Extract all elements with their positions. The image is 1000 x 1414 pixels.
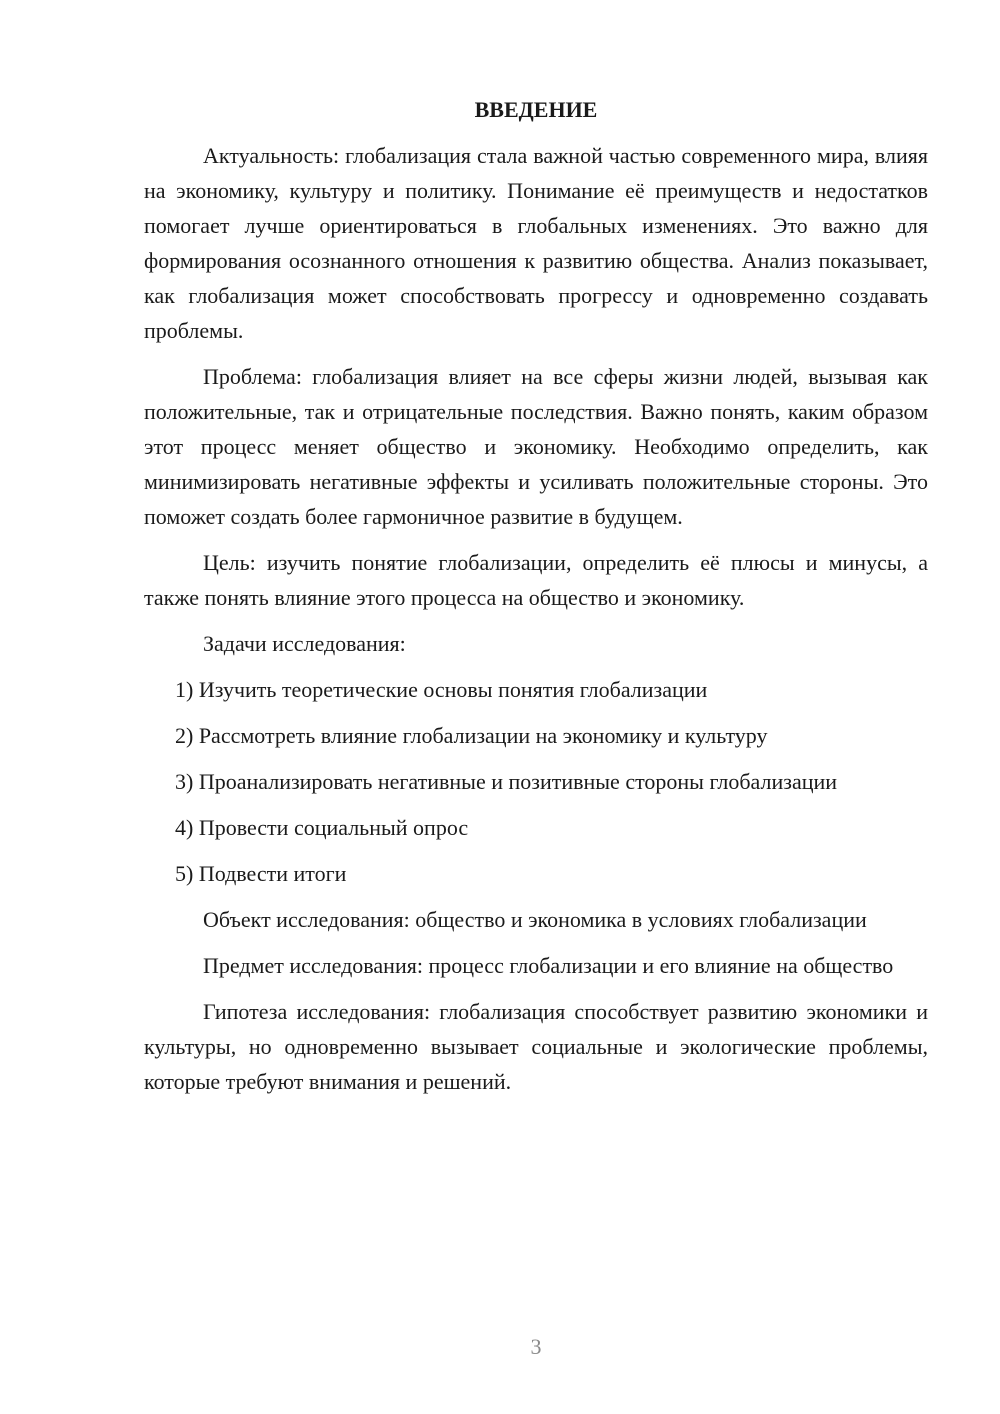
task-item-2: 2) Рассмотреть влияние глобализации на экономику и культуру — [175, 723, 768, 748]
subject-paragraph: Предмет исследования: процесс глобализации и его влияние на общество — [203, 953, 894, 978]
task-item-5: 5) Подвести итоги — [175, 861, 347, 886]
page-title: ВВЕДЕНИЕ — [474, 97, 598, 122]
hypothesis-paragraph: Гипотеза исследования: глобализация способствует развитию экономики и культуры, но одновременно вызывает социальные и экологические проблемы, которые требуют внимания и решений. — [144, 999, 928, 1094]
goal-paragraph: Цель: изучить понятие глобализации, определить её плюсы и минусы, а также понять влияние этого процесса на общество и экономику. — [144, 550, 928, 610]
task-item-4: 4) Провести социальный опрос — [175, 815, 469, 840]
page-number: 3 — [530, 1334, 542, 1359]
task-item-3: 3) Проанализировать негативные и позитивные стороны глобализации — [175, 769, 838, 794]
relevance-paragraph: Актуальность: глобализация стала важной частью современного мира, влияя на экономику, культуру и политику. Понимание её преимуществ и недостатков помогает лучше ориентироваться в глобальных изменениях. Это важно для формирования осознанного отношения к развитию общества. Анализ показывает, как глобализация может способствовать прогрессу и одновременно создавать проблемы. — [144, 143, 928, 343]
object-paragraph: Объект исследования: общество и экономика в условиях глобализации — [203, 907, 867, 932]
problem-paragraph: Проблема: глобализация влияет на все сферы жизни людей, вызывая как положительные, так и отрицательные последствия. Важно понять, каким образом этот процесс меняет общество и экономику. Необходимо определить, как минимизировать негативные эффекты и усиливать положительные стороны. Это поможет создать более гармоничное развитие в будущем. — [144, 364, 928, 529]
task-item-1: 1) Изучить теоретические основы понятия глобализации — [175, 677, 708, 702]
tasks-heading: Задачи исследования: — [203, 631, 406, 656]
document-page — [144, 92, 928, 1110]
